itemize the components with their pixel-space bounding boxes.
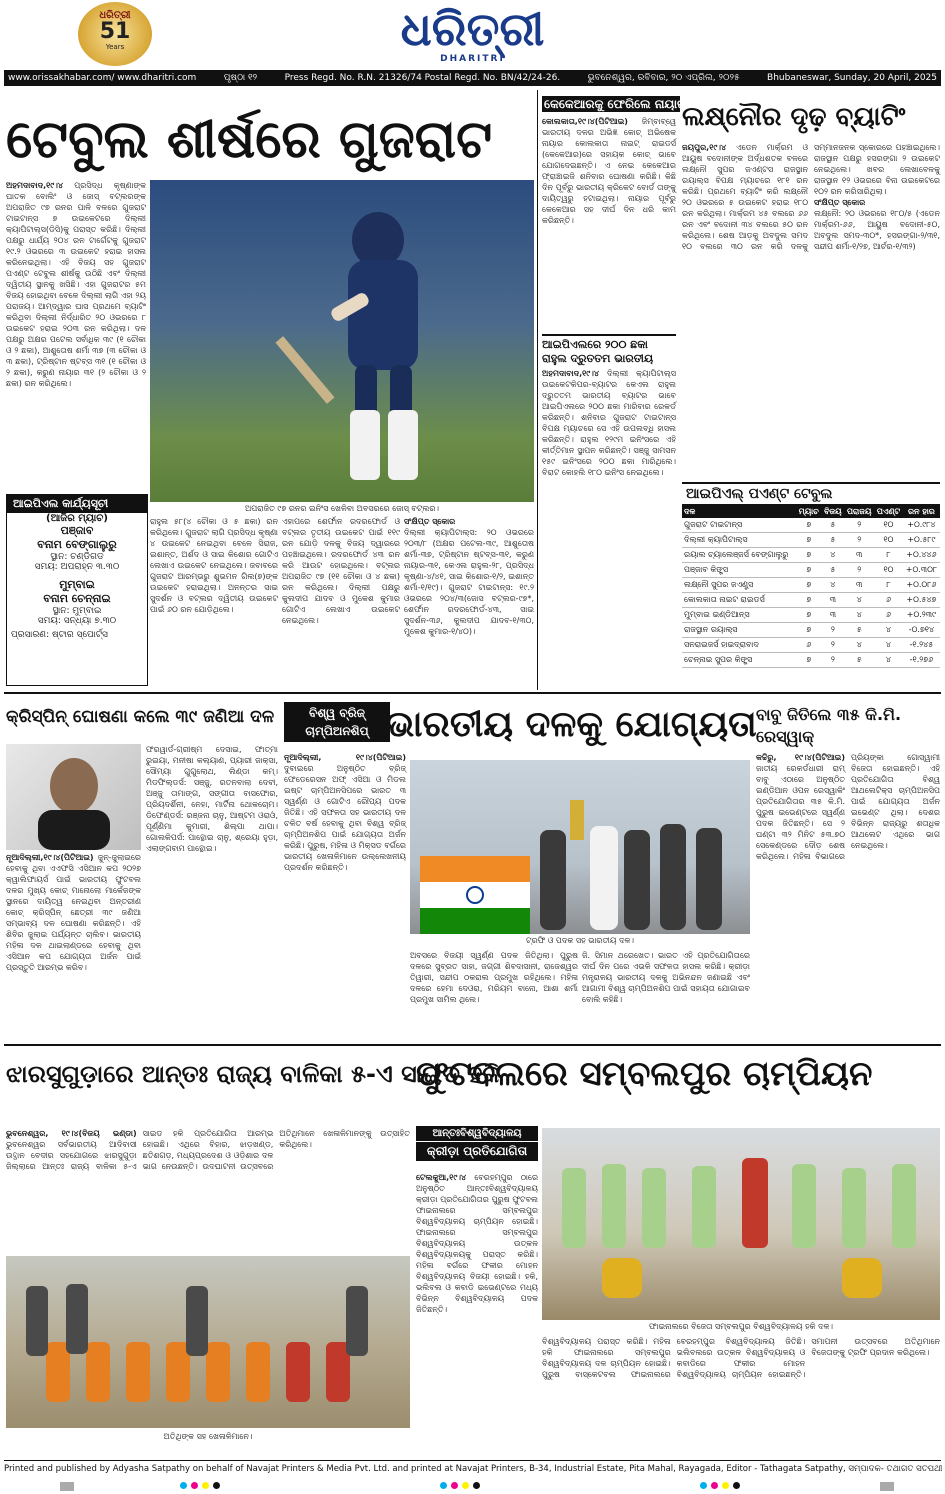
lsg-scorecard-title: ସଂକ୍ଷିପ୍ତ ସ୍କୋର [814,198,866,207]
yellow-dot [722,1482,729,1489]
kkr-dateline: କୋଲକାତା,୧୯।୪(ପିଟିଆଇ) [542,117,628,126]
magenta-dot [451,1482,458,1489]
lead-scorecard-title: ସଂକ୍ଷିପ୍ତ ସ୍କୋର [404,517,456,526]
table-row [682,563,940,578]
cell-lost: ୫ [844,653,874,668]
table-row [682,608,940,623]
header-won: ବିଜୟ [822,506,845,518]
match1-time: ସମୟ: ଅପରାହ୍ନ ୩.୩୦ [34,562,120,572]
header-points: ପଏଣ୍ଟ [874,506,903,518]
english-date: Bhubaneswar, Sunday, 20 April, 2025 [767,73,937,83]
badge-number: 51 [99,19,131,44]
cell-won: ୨ [822,623,845,638]
date-strip [4,70,941,86]
cell-matches: ୭ [796,548,821,563]
cell-won: ୩ [822,593,845,608]
magenta-dot [711,1482,718,1489]
lead-photo [150,180,534,502]
cell-points: ୮ [874,548,903,563]
cell-nrr: -୦.୭୧୪ [903,623,940,638]
rahul-body-text: ଦିଲ୍ଲୀ କ୍ୟାପିଟାଲ୍ସ ଉଇକେଟକିପର-ବ୍ୟାଟର କେଏଲ ରାହୁଲ ଦ୍ରୁତତମ ଭାରତୀୟ ବ୍ୟାଟର ଭାବେ ଆଇପିଏଲରେ ୨୦୦ ଛକା ମାରିବାର ରେକର୍ଡ କରିଛନ୍ତି। ଶନିବାର ଗୁଜରାଟ ଟାଇଟାନ୍ସ ବିପକ୍ଷ ମ୍ୟାଚରେ ସେ ଏହି ଉପଲବ୍ଧି ହାସଲ କରିଛନ୍ତି। ରାହୁଲ ୧୨୯ମ ଇନିଂସରେ ଏହି କୀର୍ତ୍ତିମାନ ସ୍ଥାପନ କରିଛନ୍ତି। ସଞ୍ଜୁ ସାମସନ ୧୫୯ ଇନିଂସରେ ୨୦୦ ଛକା ମାରିଥିଲେ। ବିରାଟ କୋହଲି ୧୮୦ ଇନିଂସ ନେଇଥିଲେ। [542,369,677,477]
cell-won: ୨ [822,653,845,668]
hockey-dateline: ଭୁବନେଶ୍ୱର, ୧୯।୪(ବିଜୟ ଭଣ୍ଡା) [6,1129,137,1138]
points-table-header [682,506,940,518]
newspaper-logo [380,4,565,68]
footer-rule [4,1460,941,1461]
table-row [682,593,940,608]
cell-matches: ୭ [796,563,821,578]
lead-body [6,180,146,482]
cell-team: ରୟାଲ ଚ୍ୟାଲେଞ୍ଜର୍ସ ବେଙ୍ଗାଲୁରୁ [682,548,796,563]
reg-bar [60,1482,74,1491]
table-row [682,653,940,668]
girls-hockey-team [6,1256,410,1428]
badge-years: Years [105,43,125,51]
cell-lost: ୨ [844,533,874,548]
cell-points: ୬ [874,608,903,623]
ipl-schedule-title: ଆଇପିଏଲ କାର୍ଯ୍ୟସୂଚୀ [7,495,147,513]
football-kicker-1: ଆନ୍ତଃବିଶ୍ୱବିଦ୍ୟାଳୟ [432,1128,522,1139]
cell-nrr: +୦.୫୪୭ [903,593,940,608]
hockey-body [6,1128,410,1252]
match1-team1: ପଞ୍ଜାବ [60,524,94,537]
cell-points: ୧୦ [874,533,903,548]
cell-matches: ୭ [796,608,821,623]
ipl-schedule-box [6,494,148,686]
cell-points: ୮ [874,578,903,593]
crispin-photo [6,744,141,850]
black-dot [733,1482,740,1489]
football-photo [542,1128,940,1320]
table-row [682,578,940,593]
cell-lost: ୩ [844,578,874,593]
cell-team: ଗୁଜରାଟ ଟାଇଟାନ୍ସ [682,518,796,533]
table-row [682,638,940,653]
points-table-body [682,518,940,668]
bridge-body-text: ଦୁବାଇରେ ଅନୁଷ୍ଠିତ ବ୍ରିଜ୍ ଫେଡେରେସନ ଅଫ୍ ଏସିଆ ଓ ମିଡଲ ଇଷ୍ଟ ଚାମ୍ପିଅନସିପରେ ଭାରତ ୩ ସ୍ୱର୍ଣ୍ଣ ଓ ଗୋଟିଏ ରୌପ୍ୟ ପଦକ ଜିତିଛି। ଏହି ସଫଳତା ସହ ଭାରତୀୟ ଦଳ ଚଳିତ ବର୍ଷ ହେବାକୁ ଥିବା ବିଶ୍ୱ ବ୍ରିଜ୍ ଚାମ୍ପିଅନଶିପ ପାଇଁ ଯୋଗ୍ୟତା ଅର୍ଜନ କରିଛି। ପୁରୁଷ, ମହିଳା ଓ ମିକ୍ସଡ ବର୍ଗରେ ଭାରତୀୟ ଖେଳାଳିମାନେ ଉଲ୍ଲେଖନୀୟ ପ୍ରଦର୍ଶନ କରିଛନ୍ତି। [284,764,406,872]
cyan-dot [440,1482,447,1489]
column-divider [537,90,538,690]
cyan-dot [180,1482,187,1489]
yellow-dot [202,1482,209,1489]
cell-matches: ୭ [796,623,821,638]
match2-team1: ମୁମ୍ବାଇ [59,578,95,591]
cell-nrr: +୦.୪୪୬ [903,548,940,563]
cell-team: ସନରାଇଜର୍ସ ହାଇଦ୍ରାବାଦ [682,638,796,653]
section-rule [4,692,941,694]
cell-points: ୪ [874,653,903,668]
batsman-illustration [150,180,534,502]
website-link[interactable]: www.orissakhabar.com/ www.dharitri.com [8,73,197,83]
cell-won: ୩ [822,608,845,623]
cell-matches: ୬ [796,638,821,653]
logo-english: DHARITRI [440,54,505,64]
kkr-body-text: ଜିମ୍‌ବାବ୍ୱେ ଭାରତୀୟ ଦଳର ଅଭିଜ୍ଞ କୋଚ୍ ଅଭିଷେକ ନାୟାର କୋଲକାତା ନାଇଟ୍ ରାଇଡର୍ସ (କେକେଆର)ରେ ସହାୟକ କୋଚ୍ ଭାବେ ଯୋଗଦେଇଛନ୍ତି। ଏ ନେଇ କେକେଆର ଫ୍ରାଞ୍ଚାଇଜି ଶନିବାର ଘୋଷଣା କରିଛି। କିଛି ଦିନ ପୂର୍ବରୁ ଭାରତୀୟ କ୍ରିକେଟ ବୋର୍ଡ ତାଙ୍କୁ ଦାୟିତ୍ୱରୁ ହଟାଇଥିଲା। ନାୟାର ପୂର୍ବରୁ କେକେଆର ସହ ଦୀର୍ଘ ଦିନ ଧରି କାମ କରିଛନ୍ତି। [542,117,676,225]
cell-won: ୨ [822,638,845,653]
cell-nrr: +୦.୦୮୬ [903,578,940,593]
cell-lost: ୪ [844,593,874,608]
lsg-scorecard-text: ଲକ୍ଷ୍ନୌ: ୨୦ ଓଭରରେ ୧୮୦/୫ (ଏଡେନ ମାର୍କ୍ରମ-୬୬, ଆୟୁଷ ବଦୋନୀ-୫୦, ଅବଦୁଲ ସମଦ-୩୦*, ହସରଙ୍ଗା-୨/୩୧, ସନ୍ଦୀପ ଶର୍ମା-୧/୨୭, ଆର୍ଚର-୧/୩୨) [814,209,940,251]
bridge-body-col3: ଜି. ସିମାନ ଥରେଖେତ। ଭାରତ ଏହି ପ୍ରତିଯୋଗିତାରେ ଦୀର୍ଘ ଦିନ ପରେ ଏଭଳି ସଫଳତା ହାସଲ କରିଛି। କ୍ରୀଡ଼ା ମନ୍ତ୍ରାଳୟ ଭାରତୀୟ ଦଳକୁ ଅଭିନନ୍ଦନ ଜଣାଇଛି ଏବଂ ଆଗାମୀ ବିଶ୍ୱ ଚାମ୍ପିଅନଶିପ ପାଇଁ ସହାୟତା ଯୋଗାଇବ ବୋଲି କହିଛି। [582,951,750,1004]
logo-odia: ଧରିତ୍ରୀ [400,2,545,56]
crispin-body-text: ଜୁନ୍-ଜୁଲାଇରେ ହେବାକୁ ଥିବା ଏଏଫସି ଏସିଆନ କପ ୨୦୨୭ କ୍ୱାଲିଫାୟର୍ସ ପାଇଁ ଭାରତୀୟ ଫୁଟବଲ ଦଳର ମୁଖ୍ୟ କୋଚ୍ ମାନୋଲୋ ମାର୍କେଜଙ୍କ ସ୍ଥାନରେ ଦାୟିତ୍ୱ ନେଇଥିବା ଅନ୍ତରୀଣ କୋଚ୍ କ୍ରିସ୍‌ପିନ୍ ଛେତ୍ରୀ ୩୯ ଜଣିଆ ସମ୍ଭାବ୍ୟ ଦଳ ଘୋଷଣା କରିଛନ୍ତି। ଏହି ଶିବିର ଜୁଲାଇ ପର୍ଯ୍ୟନ୍ତ ଚାଲିବ। ଭାରତୀୟ ମହିଳା ଦଳ ଥାଇଲାଣ୍ଡରେ ହେବାକୁ ଥିବା ଏସିଆନ କପ ଯୋଗ୍ୟତା ଅର୍ଜନ ପାଇଁ ପ୍ରସ୍ତୁତି ଆରମ୍ଭ କରିବ। [6,853,141,972]
color-dots-2 [440,1482,480,1490]
lead-photo-caption: ଅପରାଜିତ ୯୭ ରନର ଇନିଂସ ଖେଳିବା ଅବସରରେ ଜୋସ୍ ବଟ୍‌ଲର। [244,504,439,513]
hockey-body-text: ଭୁବନେଶ୍ୱର ସର୍ବଭାରତୀୟ ଆଦିବାସୀ ଉତ୍ଥାନ ବେଦୀର ସହଯୋଗରେ ଝାରସୁଗୁଡ଼ା ଜିଲ୍ଲାରେ ଆନ୍ତଃ ରାଜ୍ୟ ବାଳିକା ୫-ଏ ସାଇଡ ହକି ପ୍ରତିଯୋଗିତା ଆରମ୍ଭ ହୋଇଛି। ଏଥିରେ ବିହାର, ଝାଡ଼ଖଣ୍ଡ, ଛତିଶଗଡ଼, ମଧ୍ୟପ୍ରଦେଶ ଓ ଓଡ଼ିଶାର ଦଳ ଭାଗ ନେଉଛନ୍ତି। ଉଦଘାଟନୀ ଉତ୍ସବରେ ଅତିଥିମାନେ ଖେଳାଳିମାନଙ୍କୁ ଉତ୍ସାହିତ କରିଥିଲେ। [6,1129,410,1171]
cell-nrr: +୦.୫୮୯ [903,533,940,548]
black-dot [473,1482,480,1489]
cell-points: ୧୦ [874,563,903,578]
cell-lost: ୪ [844,608,874,623]
table-row [682,533,940,548]
cell-team: ଦିଲ୍ଲୀ କ୍ୟାପିଟାଲ୍ସ [682,533,796,548]
cell-points: ୬ [874,593,903,608]
babu-headline: ବାବୁ ଜିତିଲେ ୩୫ କି.ମି. ରେସ୍‌ୱାକ୍ [756,705,902,746]
cell-team: କୋଲକାତା ନାଇଟ ରାଇଡର୍ସ [682,593,796,608]
match2-venue: ସ୍ଥାନ: ମୁମ୍ବାଇ [52,606,102,616]
lsg-headline: ଲକ୍ଷ୍ନୌର ଦୃଢ଼ ବ୍ୟାଟିଂ [682,102,906,132]
lead-dateline: ଅହମଦାବାଦ,୧୯।୪ [6,181,63,190]
lsg-dateline: ଜୟପୁର,୧୯।୪ [682,143,727,152]
header-nrr: ରନ ହାର [903,506,940,518]
hockey-photo [6,1256,410,1428]
crispin-body [6,852,141,1040]
header-lost: ପରାଜୟ [844,506,874,518]
cell-matches: ୭ [796,593,821,608]
cell-matches: ୭ [796,578,821,593]
cell-lost: ୩ [844,548,874,563]
babu-body [756,752,940,1040]
bridge-photo [410,760,750,934]
ipl-schedule-sub: (ଆଜିର ମ୍ୟାଚ) [46,513,108,524]
cyan-dot [700,1482,707,1489]
cell-team: ଚେନ୍ନାଇ ସୁପର କିଙ୍ଗ୍ସ [682,653,796,668]
cell-matches: ୭ [796,518,821,533]
lead-body-text: ପ୍ରସିଦ୍ଧ କୃଷ୍ଣାଙ୍କ ଘାତକ ବୋଲିଂ ଓ ଜୋସ୍ ବଟ୍‌ଲରଙ୍କ ଅପରାଜିତ ୯୭ ରନର ପାଳି ବଳରେ ଗୁଜରାଟ ଟାଇଟାନ୍ସ ୭ ଉଇକେଟରେ ଦିଲ୍ଲୀ କ୍ୟାପିଟାଲ୍ସ(ଡିସି)କୁ ପରାସ୍ତ କରିଛି। ଦିଲ୍ଲୀ ପକ୍ଷରୁ ଧାର୍ଯ୍ୟ ୨୦୪ ରନ ଟାର୍ଗେଟକୁ ଗୁଜରାଟ ୧୯.୨ ଓଭରରେ ୩ ଉଇକେଟ ହରାଇ ହାସଲ କରିନେଇଥିଲା। ଏହି ବିଜୟ ସହ ଗୁଜରାଟ ପଏଣ୍ଟ ଟେବୁଲ ଶୀର୍ଷକୁ ଉଠିଛି ଏବଂ ଦିଲ୍ଲୀ ଦ୍ୱିତୀୟ ସ୍ଥାନକୁ ଖସିଛି। ଏହା ଗୁଜରାଟର ୫ମ ବିଜୟ ହୋଇଥିବା ବେଳେ ଦିଲ୍ଲୀ ଲାଗି ଏହା ୨ୟ ପରାଜୟ। ଆମ୍‌ଦ୍ୱାର ଘାସ ପ୍ରଥମେ ବ୍ୟାଟିଂ କରିଥିବା ଦିଲ୍ଲୀ ନିର୍ଦ୍ଧାରିତ ୨୦ ଓଭରରେ ୮ ଉଇକେଟ ହରାଇ ୨୦୩ ରନ କରିଥିଲା। ଦଳ ପକ୍ଷରୁ ଅକ୍ଷର ପଟେଲ ସର୍ବାଧିକ ୩୯ (୧ ଚୌକା ଓ ୨ ଛକା), ଆଶୁତୋଷ ଶର୍ମା ୩୭ (୩ ଚୌକା ଓ ୩ ଛକା), ଟ୍ରିଷ୍ଟାନ ଷ୍ଟବ୍ସ ୩୧ (୧ ଚୌକା ଓ ୨ ଛକା), କରୁଣ ନାୟାର ୩୧ (୨ ଚୌକା ଓ ୨ ଛକା) ରନ କରିଥିଲେ। [6,181,147,388]
bridge-headline: ଭାରତୀୟ ଦଳକୁ ଯୋଗ୍ୟତା [386,704,757,745]
cell-matches: ୭ [796,653,821,668]
coach-portrait [6,744,141,850]
cell-nrr: +୦.୯୮୪ [903,518,940,533]
table-row [682,548,940,563]
section-rule-2 [4,1044,941,1046]
crispin-dateline: ନୂଆଦିଲ୍ଲୀ,୧୯।୪(ପିଟିଆଇ) [6,853,94,862]
points-table-box [682,482,940,688]
cell-team: ରାଜସ୍ଥାନ ରୟାଲ୍ସ [682,623,796,638]
cell-lost: ୨ [844,518,874,533]
crispin-body-col2: ଫରୱାର୍ଡ-ଗ୍ରୀଷ୍ମ ଦେସାଇ, ଫାତ୍ମା ରୁଇୟା, ମନୀଷା କଲ୍ୟାଣ, ପ୍ୟାରୀ ଜାକ୍ସା, ସୌମ୍ୟା ଗୁଗୁଲୋଥ, ଲିଣ୍ଡା କମ୍। ମିଡଫିଲ୍ଡର୍ସ: ସଞ୍ଜୁ, ରତନବାଲା ଦେବୀ, ଅଞ୍ଜୁ ତାମାଙ୍ଗ, ସଙ୍ଗୀତା ବାସଫୋର, ପ୍ରିୟଦର୍ଶିନୀ, ନେହା, ମାର୍ଟିନା ଥୋକଚୋମ। ଡିଫେଣ୍ଡର୍ସ: ରଞ୍ଜନା ଚାନୁ, ଆଷ୍ଟମ ଓରାଓଁ, ପୂର୍ଣ୍ଣିମା କୁମାରୀ, ଶିଲ୍ପା ଥାପା। ଗୋଲକିପର୍ସ: ପାନ୍ଥୋଇ ଚାନୁ, ଶ୍ରେୟା ହୁଡ଼ା, ଏଲାଙ୍ଗବାମ ପାନ୍ଥୋଇ। [146,745,278,853]
cell-won: ୫ [822,533,845,548]
points-table [682,506,940,668]
color-dots-3 [700,1482,740,1490]
color-dots-1 [180,1482,220,1490]
lsg-body [682,142,940,476]
bridge-body-col2: ଅବସରେ ବିଜୟୀ ସ୍ୱର୍ଣ୍ଣ ପଦକ ଜିତିଥିଲା। ପୁରୁଷ ଦଳରେ ସୁବ୍ରତ ସାହା, ଜଗ୍ଗୀ ଶିବଦାସାନୀ, ରାଜେଶ୍ୱର ତିୱାରୀ, ସନ୍ଦୀପ ଠକରାଲ ପ୍ରମୁଖ ରହିଥିଲେ। ମହିଳା ଦଳରେ ହେମା ଦେଓରା, ମରିୟମ ବାନୋ, ଆଶା ଶର୍ମା ପ୍ରମୁଖ ସାମିଲ ଥିଲେ। [410,951,578,1004]
yellow-dot [462,1482,469,1489]
cell-team: ଲକ୍ଷ୍ନୌ ସୁପର ଜଏଣ୍ଟ୍ସ [682,578,796,593]
cell-nrr: +୦.୨୩୯ [903,608,940,623]
points-table-title: ଆଇପିଏଲ୍ ପଏଣ୍ଟ ଟେବୁଲ [682,482,940,506]
cell-points: ୧୦ [874,518,903,533]
table-row [682,623,940,638]
hockey-photo-caption: ଅତିଥିଙ୍କ ସହ ଖେଳାଳିମାନେ। [163,1432,253,1441]
cell-won: ୫ [822,518,845,533]
bridge-kicker: ବିଶ୍ୱ ବ୍ରିଜ୍ ଚାମ୍ପିଅନଶିପ୍ [284,702,390,742]
registration-marks-right [880,1482,894,1490]
badge-title: ଧରିତ୍ରୀ [99,10,131,21]
match2-team2: ବନାମ ଚେନ୍ନାଇ [43,592,111,605]
babu-body-text: ଜାତୀୟ ରେକର୍ଡଧାରୀ ରାମ୍ ବାବୁ ଏଠାରେ ଅନୁଷ୍ଠିତ ଇଣ୍ଡିଆନ ଓପନ ରେସ୍‌ୱାକିଂ ପ୍ରତିଯୋଗିତାର ୩୫ କି.ମି. ପୁରୁଷ ଇଭେଣ୍ଟରେ ସ୍ୱର୍ଣ୍ଣ ପଦକ ଜିତିଛନ୍ତି। ସେ ୨ ଘଣ୍ଟା ୩୨ ମିନିଟ ୫୩.୭୦ ସେକେଣ୍ଡରେ ଦୌଡ଼ ଶେଷ କରିଥିଲେ। ମହିଳା ବିଭାଗରେ ପ୍ରିୟଙ୍କା ଗୋସ୍ୱାମୀ ବିଜେତା ହୋଇଛନ୍ତି। ଏହି ପ୍ରତିଯୋଗିତା ବିଶ୍ୱ ଆଥଲେଟିକ୍ସ ଚାମ୍ପିଅନସିପ ପାଇଁ ଯୋଗ୍ୟତା ଅର୍ଜନ ଇଭେଣ୍ଟ ଥିଲା। ଦେଶର ବିଭିନ୍ନ ରାଜ୍ୟରୁ ଶତାଧିକ ଆଥଲେଟ ଏଥିରେ ଭାଗ ନେଇଥିଲେ। [756,753,940,861]
black-dot [213,1482,220,1489]
bridge-photo-caption: ଟ୍ରଫି ଓ ପଦକ ସହ ଭାରତୀୟ ଦଳ। [526,936,634,945]
football-dateline: ଟେଲକୁଆ,୧୯।୪ [416,1173,467,1182]
cell-lost: ୫ [844,623,874,638]
lead-body-col3: ଏହାପରେ ଶେର୍ଫାନ ରଦରଫୋର୍ଡ ଓ ବଟ୍‌ଲର ତୃତୀୟ ଉଇକେଟ ପାଇଁ ୧୧୯ ରନ ଯୋଡ଼ି ଦଳକୁ ବିଜୟ ଦ୍ୱାରରେ ପହଞ୍ଚାଇଥିଲେ। ରଦରଫୋର୍ଡ ୪୩ ରନ କରି ଆଉଟ ହୋଇଥିଲେ। ବଟ୍‌ଲର ଅପରାଜିତ ୯୭ (୧୧ ଚୌକା ଓ ୪ ଛକା) ରନ କରିଥିଲେ। ଦିଲ୍ଲୀ ପକ୍ଷରୁ କୁଲଦୀପ ଯାଦବ ଓ ମୁକେଶ କୁମାର ଗୋଟିଏ ଲେଖାଏ ଉଇକେଟ ନେଇଥିଲେ। [282,517,400,625]
match1-team2: ବନାମ ବେଙ୍ଗାଲୁରୁ [37,538,117,551]
press-registration: Press Regd. No. R.N. 21326/74 Postal Regd. No. BN/42/24-26. [284,73,561,83]
cell-points: ୪ [874,638,903,653]
reg-bar [880,1482,894,1491]
page-number: ପୃଷ୍ଠା ୧୨ [223,73,258,83]
bridge-body [284,752,406,1040]
kkr-headline: କେକେଆରକୁ ଫେରିଲେ ନାୟାର [544,97,687,111]
football-headline: ଫୁଟବଲରେ ସମ୍ବଲପୁର ଚାମ୍ପିୟନ [416,1054,873,1094]
lead-scorecard-text: ଦିଲ୍ଲୀ କ୍ୟାପିଟାଲ୍ସ: ୨୦ ଓଭରରେ ୨୦୩/୮ (ଅକ୍ଷର ପଟେଲ-୩୯, ଆଶୁତୋଷ ଶର୍ମା-୩୭, ଟ୍ରିଷ୍ଟାନ ଷ୍ଟବ୍ସ-୩୧, କରୁଣ ନାୟାର-୩୧, କେଏଲ ରାହୁଲ-୨୮, ପ୍ରସିଦ୍ଧ କୃଷ୍ଣା-୪/୪୧, ସାଇ କିଶୋର-୧/୨, ଇଶାନ୍ତ ଶର୍ମା-୧/୧୯)। ଗୁଜରାଟ ଟାଇଟାନ୍ସ: ୧୯.୨ ଓଭରରେ ୨୦୪/୩(ଜୋସ ବଟ୍‌ଲର-୯୭*, ଶେର୍ଫାନ ରଦରଫୋର୍ଡ-୪୩, ସାଇ ସୁଦର୍ଶନ-୩୬, କୁଲଦୀପ ଯାଦବ-୧/୩୦, ମୁକେଶ କୁମାର-୧/୪୦)। [404,528,534,636]
cell-nrr: -୧.୨୭୬ [903,653,940,668]
lead-body-col2: ରାହୁଲ ୫୮(୪ ଚୌକା ଓ ୫ ଛକା) ରନ କରିଥିଲେ। ଗୁଜରାଟ ଲାଗି ପ୍ରସିଦ୍ଧ କୃଷ୍ଣା ୪ ଉଇକେଟ ନେଇଥିବା ବେଳେ ସିରାଜ, ଇଶାନ୍ତ, ଅର୍ଶଦ ଓ ସାଇ କିଶୋର ଗୋଟିଏ ଲେଖାଏ ଉଇକେଟ ନେଇଥିଲେ। ଜବାବରେ ଗୁଜରାଟ ଆରମ୍ଭରୁ ଶୁଭମନ ଗିଲ(୭)ଙ୍କ ଉଇକେଟ ହରାଇଥିଲା। ଅନନ୍ତର ସାଇ ସୁଦର୍ଶନ ଓ ବଟ୍‌ଲର ଦ୍ୱିତୀୟ ଉଇକେଟ ପାଇଁ ୬୦ ରନ ଯୋଡ଼ିଥିଲେ। [150,517,278,614]
cell-points: ୪ [874,623,903,638]
kkr-body [542,116,676,331]
cell-won: ୫ [822,563,845,578]
cell-won: ୪ [822,548,845,563]
cell-nrr: +୦.୩୦୮ [903,563,940,578]
header-team: ଦଳ [682,506,796,518]
registration-marks-left [60,1482,74,1490]
footer-imprint: Printed and published by Adyasha Satpathy on behalf of Navajat Printers & Media Pvt. Ltd. and printed at Navajat Printers, B-34, Industrial Estate, Pita Mahal, Rayagada, Editor - Tathagata Satpathy, ସମ୍ପାଦକ- ତଥାଗତ ସତପଥୀ [4,1464,943,1474]
football-kicker [416,1126,538,1161]
magenta-dot [191,1482,198,1489]
cell-team: ମୁମ୍ବାଇ ଇଣ୍ଡିଆନ୍ସ [682,608,796,623]
lead-scorecard [404,516,534,690]
rahul-headline: ଆଇପିଏଲରେ ୨୦୦ ଛକା ରାହୁଲ ଦ୍ରୁତତମ ଭାରତୀୟ [542,334,676,366]
cell-lost: ୪ [844,638,874,653]
football-kicker-2: କ୍ରୀଡ଼ା ପ୍ରତିଯୋଗିତା [416,1141,538,1161]
match2-time: ସମୟ: ସନ୍ଧ୍ୟା ୭.୩୦ [37,616,117,626]
odia-date: ଭୁବନେଶ୍ୱର, ରବିବାର, ୨୦ ଏପ୍ରିଲ, ୨୦୨୫ [587,73,740,83]
crispin-headline: କ୍ରିସ୍‌ପିନ୍ ଘୋଷଣା କଲେ ୩୯ ଜଣିଆ ଦଳ [6,707,275,727]
anniversary-badge [78,2,152,66]
lsg-body-text: ଏଡେନ ମାର୍କ୍ରମ ଓ ଆୟୁଷ ବଦୋନୀଙ୍କ ଅର୍ଦ୍ଧଶତକ ବଳରେ ଲକ୍ଷ୍ନୌ ସୁପର ଜଏଣ୍ଟସ ରାଜସ୍ଥାନ ରୟାଲ୍ସ ବିପକ୍ଷ ମ୍ୟାଚରେ ୧୮୧ ରନ କରିଛି। ପ୍ରଥମେ ବ୍ୟାଟିଂ କରି ଲକ୍ଷ୍ନୌ ୨୦ ଓଭରରେ ୫ ଉଇକେଟ ହରାଇ ୧୮୦ ରନ କରିଥିଲା। ମାର୍କ୍ରମ ୪୫ ବଲରେ ୬୬ ରନ ଏବଂ ବଦୋନୀ ୩୪ ବଲରେ ୫୦ ରନ କରିଥିଲେ। ଶେଷ ଆଡ଼କୁ ଅବଦୁଲ ସମଦ ୧୦ ବଲରେ ୩୦ ରନ କରି ଦଳକୁ ସମ୍ମାନଜନକ ସ୍କୋରରେ ପହଞ୍ଚାଇଥିଲେ। ରାଜସ୍ଥାନ ପକ୍ଷରୁ ହସରଙ୍ଗା ୨ ଉଇକେଟ ନେଇଥିଲେ। ଖବର ଲେଖାବେଳକୁ ରାଜସ୍ଥାନ ୧୨ ଓଭରରେ ବିନା ଉଇକେଟରେ ୧୦୨ ରନ କରିସାରିଥିଲା। [682,143,940,251]
cell-won: ୪ [822,578,845,593]
lead-headline: ଟେବୁଲ ଶୀର୍ଷରେ ଗୁଜରାଟ [6,110,493,170]
football-photo-caption: ଫାଇନାଲରେ ବିଜେତା ସମ୍ବଲପୁର ବିଶ୍ୱବିଦ୍ୟାଳୟ ହକି ଦଳ। [648,1322,834,1331]
match1-venue: ସ୍ଥାନ: ଚଣ୍ଡିଗଡ [50,552,104,562]
cell-team: ପଞ୍ଜାବ କିଙ୍ଗ୍ସ [682,563,796,578]
rahul-dateline: ଅହମଦାବାଦ,୧୯।୪ [542,369,599,378]
rahul-body [542,368,676,686]
cell-lost: ୨ [844,563,874,578]
hockey-headline: ଝାରସୁଗୁଡ଼ାରେ ଆନ୍ତଃ ରାଜ୍ୟ ବାଳିକା ୫-ଏ ସାଇଡ ହକି [6,1060,501,1088]
broadcast-info: ପ୍ରସାରଣ: ଷ୍ଟାର ସ୍ପୋର୍ଟ୍ସ [11,630,108,640]
football-body-cols: ବିଶ୍ୱବିଦ୍ୟାଳୟ ପରାସ୍ତ କରିଛି। ମହିଳା ହକି ଫାଇନାଲରେ ସମ୍ବଲପୁର ବିଶ୍ୱବିଦ୍ୟାଳୟ ଦଳ ଚାମ୍ପିୟନ ହୋଇଛି। ପୁରୁଷ ବାସ୍କେଟବଲ ଫାଇନାଲରେ ବେରହମ୍ପୁର ବିଶ୍ୱବିଦ୍ୟାଳୟ ଜିତିଛି। ଭଲିବଲରେ ଉତ୍କଳ ବିଶ୍ୱବିଦ୍ୟାଳୟ ଓ କବାଡିରେ ଫକୀର ମୋହନ ବିଶ୍ୱବିଦ୍ୟାଳୟ ଚାମ୍ପିୟନ ହୋଇଛନ୍ତି। ସମାପନୀ ଉତ୍ସବରେ ଅତିଥିମାନେ ବିଜେତାଙ୍କୁ ଟ୍ରଫି ପ୍ରଦାନ କରିଥିଲେ। [542,1337,940,1379]
football-body [416,1172,538,1454]
table-row [682,518,940,533]
cell-nrr: -୧.୨୪୫ [903,638,940,653]
header-matches: ମ୍ୟାଚ [796,506,821,518]
bridge-dateline: ନୂଆଦିଲ୍ଲୀ, ୧୯।୪(ପିଟିଆଇ) [284,753,406,762]
football-body-text: ବେରହମ୍ପୁର ଠାରେ ଅନୁଷ୍ଠିତ ଆନ୍ତଃବିଶ୍ୱବିଦ୍ୟାଳୟ କ୍ରୀଡ଼ା ପ୍ରତିଯୋଗିତାର ପୁରୁଷ ଫୁଟବଲ ଫାଇନାଲରେ ସମ୍ବଲପୁର ବିଶ୍ୱବିଦ୍ୟାଳୟ ଚାମ୍ପିୟନ ହୋଇଛି। ଫାଇନାଲରେ ସମ୍ବଲପୁର ବିଶ୍ୱବିଦ୍ୟାଳୟ ଉତ୍କଳ ବିଶ୍ୱବିଦ୍ୟାଳୟକୁ ପରାସ୍ତ କରିଛି। ମହିଳା ବର୍ଗରେ ଫକୀର ମୋହନ ବିଶ୍ୱବିଦ୍ୟାଳୟ ବିଜୟୀ ହୋଇଛି। ହକି, ଭଲିବଲ ଓ କବାଡି ଇଭେଣ୍ଟରେ ମଧ୍ୟ ବିଭିନ୍ନ ବିଶ୍ୱବିଦ୍ୟାଳୟ ପଦକ ଜିତିଛନ୍ତି। [416,1173,539,1314]
university-team [542,1128,940,1320]
babu-dateline: କଚ୍ଚିରୁ, ୧୯।୪(ପିଟିଆଇ) [756,753,845,762]
team-with-trophy [410,760,750,934]
cell-matches: ୭ [796,533,821,548]
